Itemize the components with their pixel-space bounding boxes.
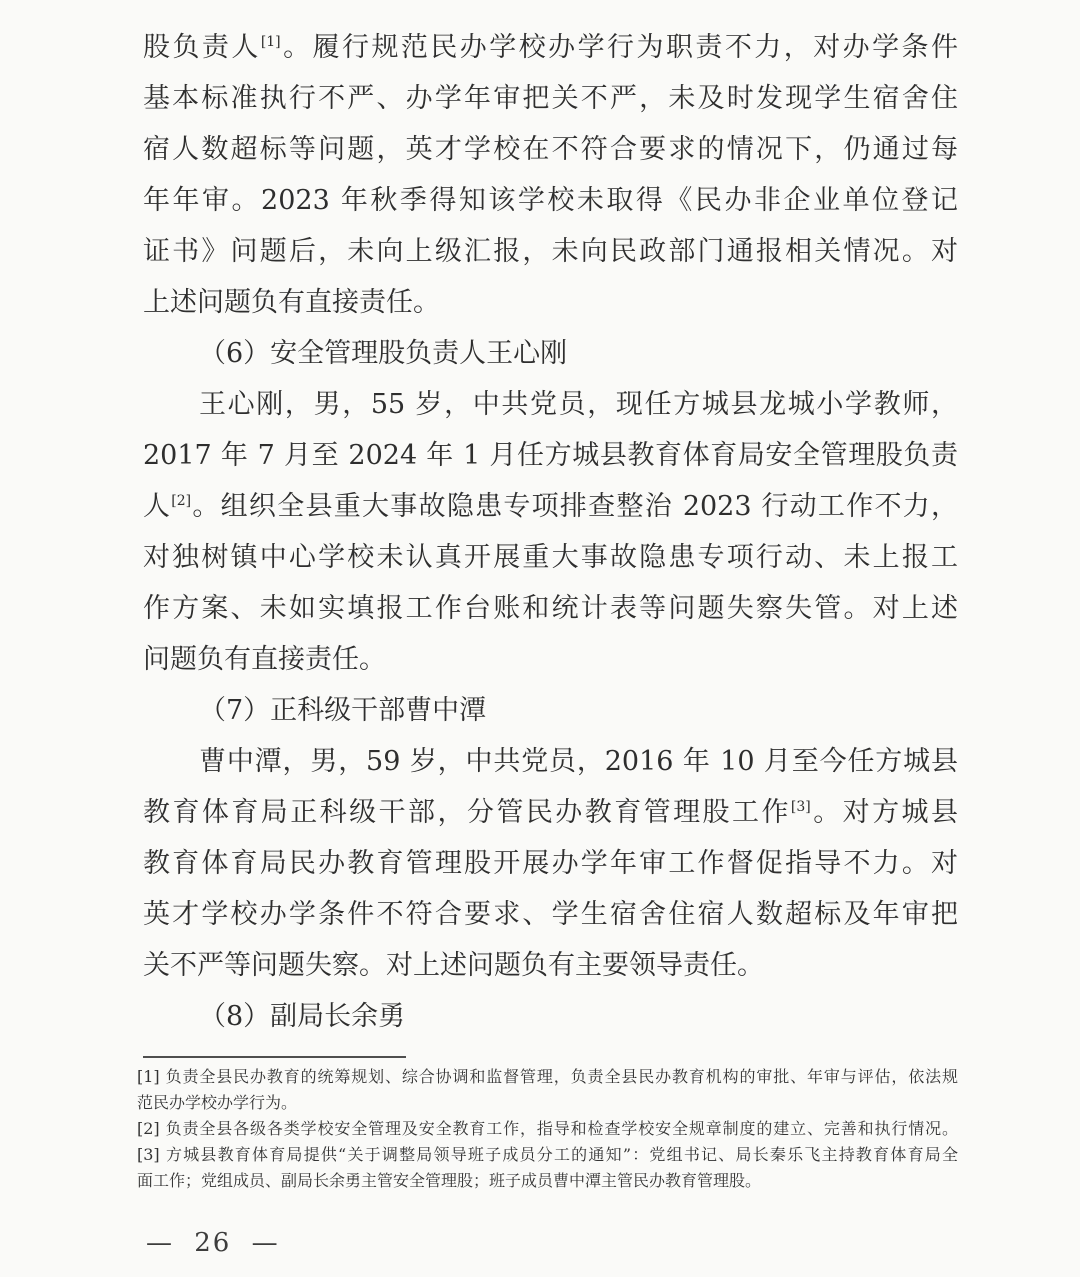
body-text-segment: 。对方城县 [810, 797, 958, 828]
footnote-separator [143, 1056, 406, 1058]
body-line: 年年审。2023 年秋季得知该学校未取得《民办非企业单位登记 [143, 185, 958, 216]
section-heading-8: （8）副局长余勇 [199, 1001, 406, 1032]
section-heading-6: （6）安全管理股负责人王心刚 [199, 338, 568, 369]
body-text-segment: 教育体育局正科级干部，分管民办教育管理股工作 [143, 797, 791, 828]
footnote-2-line: [2] 负责全县各级各类学校安全管理及安全教育工作，指导和检查学校安全规章制度的建立、完善和执行情况。 [137, 1119, 958, 1138]
body-text-segment: 。组织全县重大事故隐患专项排查整治 2023 行动工作不力， [191, 491, 958, 522]
body-text-segment: 人 [143, 491, 172, 522]
body-text-segment: 。履行规范民办学校办学行为职责不力，对办学条件 [280, 32, 958, 63]
body-line: 关不严等问题失察。对上述问题负有主要领导责任。 [143, 950, 764, 981]
body-line: 基本标准执行不严、办学年审把关不严，未及时发现学生宿舍住 [143, 83, 958, 114]
body-line: 问题负有直接责任。 [143, 644, 386, 675]
body-line [143, 787, 958, 838]
body-line: 宿人数超标等问题，英才学校在不符合要求的情况下，仍通过每 [143, 134, 958, 165]
body-text-segment: 股负责人 [143, 32, 261, 63]
body-line: 教育体育局民办教育管理股开展办学年审工作督促指导不力。对 [143, 848, 958, 879]
footnote-ref-1: [1] [260, 34, 281, 50]
body-line: 作方案、未如实填报工作台账和统计表等问题失察失管。对上述 [143, 593, 958, 624]
body-line: 证书》问题后，未向上级汇报，未向民政部门通报相关情况。对 [143, 236, 958, 267]
body-line [143, 481, 958, 532]
footnote-3-line: [3] 方城县教育体育局提供“关于调整局领导班子成员分工的通知”：党组书记、局长秦乐飞主持教育体育局全 [137, 1145, 958, 1164]
footnote-1-line: [1] 负责全县民办教育的统筹规划、综合协调和监督管理，负责全县民办教育机构的审批、年审与评估，依法规 [137, 1067, 958, 1086]
footnote-ref-2: [2] [171, 493, 192, 509]
body-line: 英才学校办学条件不符合要求、学生宿舍住宿人数超标及年审把 [143, 899, 958, 930]
body-line: 2017 年 7 月至 2024 年 1 月任方城县教育体育局安全管理股负责 [143, 440, 958, 471]
footnotes [137, 1064, 958, 1194]
body-line [143, 22, 958, 73]
body-line: 上述问题负有直接责任。 [143, 287, 440, 318]
section-heading-7: （7）正科级干部曹中潭 [199, 695, 487, 726]
footnote-1-line: 范民办学校办学行为。 [137, 1093, 298, 1112]
page-number: — 26 — [146, 1228, 280, 1258]
footnote-3-line: 面工作；党组成员、副局长余勇主管安全管理股；班子成员曹中潭主管民办教育管理股。 [137, 1171, 762, 1190]
document-body [143, 22, 958, 1042]
footnote-ref-3: [3] [790, 799, 811, 815]
body-line: 王心刚，男，55 岁，中共党员，现任方城县龙城小学教师， [199, 389, 958, 420]
body-line: 对独树镇中心学校未认真开展重大事故隐患专项行动、未上报工 [143, 542, 958, 573]
body-line: 曹中潭，男，59 岁，中共党员，2016 年 10 月至今任方城县 [199, 746, 958, 777]
